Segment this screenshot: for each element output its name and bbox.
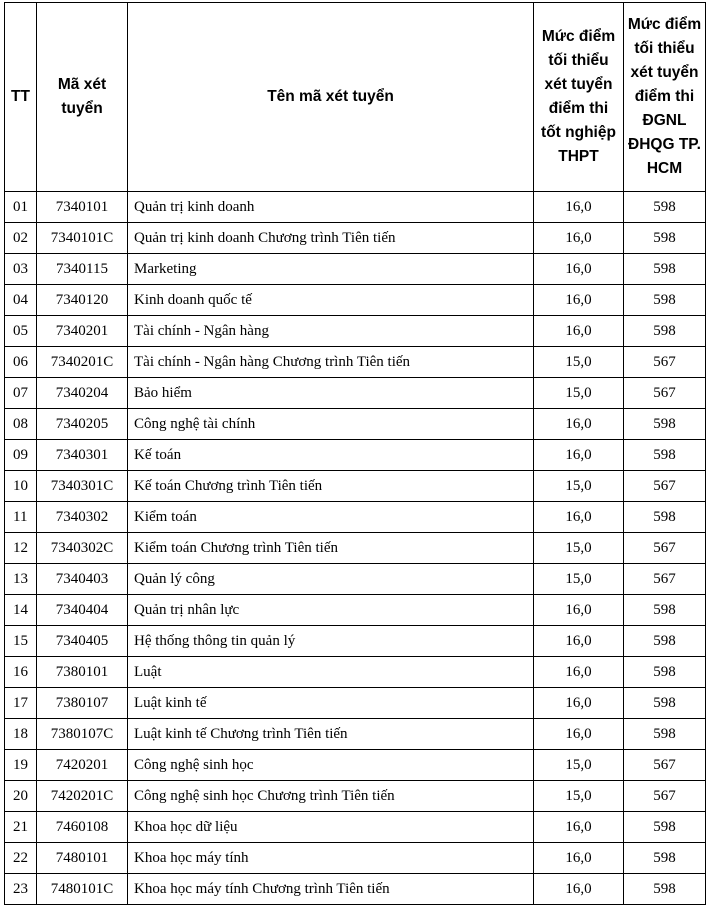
dgnl-min-score: 567 (624, 471, 706, 502)
header-dgnl-score: Mức điểm tối thiểu xét tuyển điểm thi ĐGNL ĐHQG TP. HCM (624, 3, 706, 192)
thpt-min-score: 16,0 (534, 285, 624, 316)
thpt-min-score: 16,0 (534, 223, 624, 254)
admission-code: 7340302C (37, 533, 128, 564)
program-name: Khoa học dữ liệu (128, 812, 534, 843)
dgnl-min-score: 598 (624, 626, 706, 657)
thpt-min-score: 16,0 (534, 874, 624, 905)
thpt-min-score: 15,0 (534, 533, 624, 564)
admission-code: 7340301 (37, 440, 128, 471)
program-name: Quản trị kinh doanh (128, 192, 534, 223)
row-number: 13 (5, 564, 37, 595)
dgnl-min-score: 598 (624, 719, 706, 750)
program-name: Hệ thống thông tin quản lý (128, 626, 534, 657)
thpt-min-score: 15,0 (534, 378, 624, 409)
row-number: 11 (5, 502, 37, 533)
thpt-min-score: 16,0 (534, 440, 624, 471)
thpt-min-score: 15,0 (534, 781, 624, 812)
admission-code: 7340201C (37, 347, 128, 378)
dgnl-min-score: 598 (624, 223, 706, 254)
admission-code: 7340101 (37, 192, 128, 223)
admission-code: 7340205 (37, 409, 128, 440)
table-row (5, 719, 706, 750)
program-name: Luật kinh tế (128, 688, 534, 719)
dgnl-min-score: 598 (624, 595, 706, 626)
program-name: Quản lý công (128, 564, 534, 595)
table-row (5, 409, 706, 440)
row-number: 14 (5, 595, 37, 626)
admission-code: 7420201C (37, 781, 128, 812)
row-number: 20 (5, 781, 37, 812)
program-name: Tài chính - Ngân hàng (128, 316, 534, 347)
row-number: 19 (5, 750, 37, 781)
table-row (5, 688, 706, 719)
program-name: Bảo hiểm (128, 378, 534, 409)
admission-code: 7340405 (37, 626, 128, 657)
thpt-min-score: 15,0 (534, 750, 624, 781)
program-name: Kế toán Chương trình Tiên tiến (128, 471, 534, 502)
dgnl-min-score: 598 (624, 502, 706, 533)
thpt-min-score: 15,0 (534, 471, 624, 502)
thpt-min-score: 16,0 (534, 719, 624, 750)
admission-code: 7380107C (37, 719, 128, 750)
table-row (5, 471, 706, 502)
header-tt: TT (5, 3, 37, 192)
dgnl-min-score: 598 (624, 812, 706, 843)
dgnl-min-score: 598 (624, 192, 706, 223)
admission-code: 7340101C (37, 223, 128, 254)
admission-code: 7340115 (37, 254, 128, 285)
thpt-min-score: 16,0 (534, 626, 624, 657)
table-row (5, 843, 706, 874)
dgnl-min-score: 598 (624, 254, 706, 285)
program-name: Kinh doanh quốc tế (128, 285, 534, 316)
program-name: Quản trị kinh doanh Chương trình Tiên tiến (128, 223, 534, 254)
admission-code: 7340302 (37, 502, 128, 533)
row-number: 02 (5, 223, 37, 254)
admission-code: 7380101 (37, 657, 128, 688)
program-name: Quản trị nhân lực (128, 595, 534, 626)
admission-code: 7380107 (37, 688, 128, 719)
table-row (5, 812, 706, 843)
admission-code: 7340301C (37, 471, 128, 502)
row-number: 07 (5, 378, 37, 409)
table-row (5, 781, 706, 812)
admission-code: 7340404 (37, 595, 128, 626)
dgnl-min-score: 567 (624, 781, 706, 812)
program-name: Công nghệ sinh học (128, 750, 534, 781)
program-name: Kế toán (128, 440, 534, 471)
table-row (5, 254, 706, 285)
thpt-min-score: 15,0 (534, 347, 624, 378)
row-number: 15 (5, 626, 37, 657)
table-row (5, 564, 706, 595)
row-number: 06 (5, 347, 37, 378)
program-name: Khoa học máy tính Chương trình Tiên tiến (128, 874, 534, 905)
dgnl-min-score: 598 (624, 657, 706, 688)
dgnl-min-score: 567 (624, 564, 706, 595)
dgnl-min-score: 598 (624, 874, 706, 905)
table-row (5, 626, 706, 657)
admission-code: 7460108 (37, 812, 128, 843)
row-number: 21 (5, 812, 37, 843)
row-number: 03 (5, 254, 37, 285)
table-row (5, 316, 706, 347)
table-body (5, 192, 706, 905)
program-name: Tài chính - Ngân hàng Chương trình Tiên tiến (128, 347, 534, 378)
row-number: 09 (5, 440, 37, 471)
table-row (5, 223, 706, 254)
program-name: Kiểm toán Chương trình Tiên tiến (128, 533, 534, 564)
program-name: Kiểm toán (128, 502, 534, 533)
row-number: 12 (5, 533, 37, 564)
thpt-min-score: 16,0 (534, 192, 624, 223)
row-number: 17 (5, 688, 37, 719)
header-thpt-score: Mức điểm tối thiểu xét tuyển điểm thi tốt nghiệp THPT (534, 3, 624, 192)
table-row (5, 192, 706, 223)
thpt-min-score: 15,0 (534, 564, 624, 595)
dgnl-min-score: 567 (624, 533, 706, 564)
program-name: Luật (128, 657, 534, 688)
thpt-min-score: 16,0 (534, 595, 624, 626)
row-number: 23 (5, 874, 37, 905)
program-name: Khoa học máy tính (128, 843, 534, 874)
admission-code: 7420201 (37, 750, 128, 781)
admission-code: 7340204 (37, 378, 128, 409)
admission-code: 7340403 (37, 564, 128, 595)
dgnl-min-score: 567 (624, 378, 706, 409)
row-number: 10 (5, 471, 37, 502)
header-row (5, 3, 706, 192)
header-code: Mã xét tuyển (37, 3, 128, 192)
admission-code: 7340120 (37, 285, 128, 316)
table-row (5, 285, 706, 316)
table-row (5, 378, 706, 409)
table-row (5, 440, 706, 471)
dgnl-min-score: 598 (624, 843, 706, 874)
table-row (5, 533, 706, 564)
admission-code: 7480101C (37, 874, 128, 905)
row-number: 16 (5, 657, 37, 688)
table-row (5, 502, 706, 533)
program-name: Công nghệ sinh học Chương trình Tiên tiến (128, 781, 534, 812)
thpt-min-score: 16,0 (534, 812, 624, 843)
dgnl-min-score: 598 (624, 316, 706, 347)
row-number: 18 (5, 719, 37, 750)
program-name: Marketing (128, 254, 534, 285)
table-row (5, 657, 706, 688)
thpt-min-score: 16,0 (534, 316, 624, 347)
dgnl-min-score: 598 (624, 285, 706, 316)
thpt-min-score: 16,0 (534, 688, 624, 719)
row-number: 08 (5, 409, 37, 440)
dgnl-min-score: 567 (624, 347, 706, 378)
admission-score-table (4, 2, 706, 905)
thpt-min-score: 16,0 (534, 409, 624, 440)
dgnl-min-score: 567 (624, 750, 706, 781)
table-row (5, 347, 706, 378)
program-name: Công nghệ tài chính (128, 409, 534, 440)
header-name: Tên mã xét tuyển (128, 3, 534, 192)
table-row (5, 750, 706, 781)
row-number: 01 (5, 192, 37, 223)
dgnl-min-score: 598 (624, 440, 706, 471)
thpt-min-score: 16,0 (534, 843, 624, 874)
admission-code: 7480101 (37, 843, 128, 874)
thpt-min-score: 16,0 (534, 657, 624, 688)
table-header (5, 3, 706, 192)
dgnl-min-score: 598 (624, 688, 706, 719)
thpt-min-score: 16,0 (534, 254, 624, 285)
row-number: 22 (5, 843, 37, 874)
row-number: 05 (5, 316, 37, 347)
program-name: Luật kinh tế Chương trình Tiên tiến (128, 719, 534, 750)
table-row (5, 595, 706, 626)
dgnl-min-score: 598 (624, 409, 706, 440)
row-number: 04 (5, 285, 37, 316)
thpt-min-score: 16,0 (534, 502, 624, 533)
table-row (5, 874, 706, 905)
admission-code: 7340201 (37, 316, 128, 347)
